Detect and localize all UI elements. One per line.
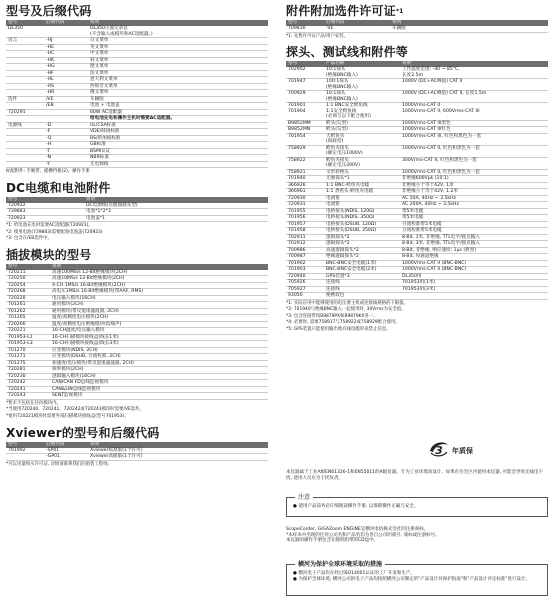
plugin-models-note: *暂未不包括在任何模块内。 (6, 400, 61, 406)
probes-cell-name: 绝缘逻辑探头*2 (324, 254, 400, 261)
plugin-models-cell-desc: CAN&LIN总线监视模块 (50, 386, 268, 393)
plugin-models-cell-model: 720241 (6, 386, 50, 393)
plugin-models-cell-model: 701953-L1 (6, 334, 50, 341)
models-suffix-row (6, 161, 268, 168)
xviewer-note: *可以见量购买许可证, 详情请联系我们的销售工程师。 (6, 461, 112, 467)
probes-cell-name: 连接线 (324, 286, 400, 293)
models-suffix-header-desc: 说明 (88, 20, 268, 26)
plugin-models-cell-desc: 16-CH温度/电压输入模块 (50, 328, 268, 335)
plugin-models-cell-desc: 电压输入模块(16CH) (50, 295, 268, 302)
models-suffix-cell-desc: UL/CSA标准 (88, 122, 268, 129)
probes-row (286, 133, 548, 145)
models-suffix-cell-model: DL350 (6, 26, 44, 38)
models-suffix-cell-suffix: -HJ (44, 38, 88, 45)
models-suffix-cell-desc: 60W AC适配器 (88, 109, 268, 116)
plugin-models-cell-model: 720230 (6, 373, 50, 380)
plugin-models-cell-desc: CAN/CAN FD总线监视模块 (50, 380, 268, 387)
probes-cell-desc: 300Vrms-CAT II, 红色和黑色为一套 (400, 157, 548, 169)
probes-cell-desc: 1000V (DC+AC峰值) CAT II (400, 79, 548, 91)
plugin-models-cell-model: 720242 (6, 380, 50, 387)
standards-paragraph: 本仪器属于工业A级EN61326-1和EN55011的A级仪器。专为工业环境而设计。如果在住宅区内使用本仪器, 可能会导致无线电干扰, 使用人员应为干扰负责。 (286, 470, 544, 481)
xviewer-cell-suffix: -SP01 (44, 448, 88, 454)
models-suffix-cell-suffix: -HF (44, 70, 88, 77)
probes-cell-name: 无源探头*1 (324, 176, 400, 183)
probes-note: *2: 701940与绝缘BNC输入一起使用时, 30Vrms为安全值。 (286, 307, 406, 313)
probes-cell-desc: AC 50A, 40Hz ~ 3.5kHz (400, 195, 548, 202)
probes-cell-desc: 701953用(3米) (400, 286, 548, 293)
license-title (286, 4, 548, 19)
plugin-models-cell-model: 720250 (6, 276, 50, 283)
probes-cell-desc: 1000Vrms-CAT II (BNC-BNC) (400, 260, 548, 267)
license-header-model: 型号 (286, 20, 324, 26)
plugin-models-cell-model: 720243 (6, 393, 50, 400)
probes-cell-name: BNC-BNC安全电缆(1米) (324, 260, 400, 267)
probes-cell-desc: 非绝缘小于等于42V, 1米 (400, 182, 548, 189)
plugin-models-cell-model: 720254 (6, 282, 50, 289)
probes-cell-name: 大鳄鱼夹 (海豚型) (324, 133, 400, 145)
probes-header-desc: 说明 (400, 61, 548, 67)
license-body (286, 26, 548, 32)
probes-row (286, 157, 548, 169)
probes-row (286, 91, 548, 103)
plugin-models-cell-model: 701261 (6, 302, 50, 309)
plugin-models-body (6, 270, 268, 400)
plugin-models-section (6, 248, 268, 420)
plugin-models-header-model: 型号 (6, 264, 50, 270)
xviewer-row (6, 454, 268, 461)
models-suffix-cell-model: 720291 (6, 109, 44, 116)
trademark-line-1: *本样本中出现的任何公司名和产品名均为各自公司的商号, 商标或注册标号。 (286, 532, 440, 538)
plugin-models-cell-desc: 温度/高精度电压绝缘模块(低噪声) (50, 321, 268, 328)
xviewer-header-desc: 说明 (88, 442, 268, 448)
probes-cell-model: 720930 (286, 195, 324, 202)
models-suffix-cell-suffix: -Q (44, 135, 88, 142)
models-suffix-cell-desc: GB标准 (88, 142, 268, 149)
probes-header-model: 型号 (286, 61, 324, 67)
probes-body (286, 67, 548, 299)
probes-note: *1: 实际应用中能够使用的电压要主机或连接线规格的下限值。 (286, 300, 409, 306)
license-header-desc: 说明 (390, 20, 548, 26)
models-suffix-cell-suffix: -Y (44, 161, 88, 168)
plugin-models-cell-desc: 通用模块(带反混淆滤波器, 2CH) (50, 308, 268, 315)
models-suffix-cell-suffix: -HR (44, 90, 88, 97)
models-suffix-cell-desc: DL350示波记录仪 (不含输入或模块和AC适配器。) (88, 26, 268, 38)
probes-cell-model: 701903 (286, 267, 324, 274)
dc-cables-cell-desc: DC电源线(点烟器插头型) (84, 203, 268, 209)
probes-cell-model: 758922 (286, 157, 324, 169)
dc-cables-body (6, 203, 268, 222)
probes-cell-desc: 8-Bit, 3米, 非绝缘, TTL电平/接点输入 (400, 241, 548, 248)
probes-cell-model: 701902 (286, 260, 324, 267)
models-suffix-cell-desc: NBR标准 (88, 155, 268, 162)
probes-cell-model: 701954 (286, 133, 324, 145)
plugin-models-cell-desc: 温度/高精度电压模块(2CH) (50, 315, 268, 322)
dc-cables-cell-model: 720923 (6, 215, 84, 222)
models-suffix-cell-suffix: -HG (44, 64, 88, 71)
plugin-models-cell-desc: 16-CH扫描模块接线盒(线长1米) (50, 334, 268, 341)
license-cell-model: 709830 (286, 26, 324, 32)
probes-cell-model: B9852MN (286, 127, 324, 134)
dc-cables-header-desc: 说明 (84, 197, 268, 203)
probes-cell-model: 701901 701904 (286, 103, 324, 121)
plugin-models-cell-model: 720266 (6, 321, 50, 328)
plugin-models-cell-desc: 高速100MS/s 12-Bit绝缘模块(2CH) (50, 270, 268, 276)
dc-cables-cell-model: 720922 (6, 203, 84, 209)
dc-cables-title: DC电缆和电池附件 (6, 180, 111, 195)
models-suffix-cell-desc: VDE/韩国标准 (88, 129, 268, 136)
xviewer-header-model: 型号 (6, 442, 44, 448)
plugin-models-note: *使用720221模块时需要外部扫描模块接线盒(型号701953)。 (6, 414, 129, 420)
trademark-line-0: ScopeCorder, GIGAZoom ENGINE是横河电机株式会社的注册商标。 (286, 527, 429, 532)
models-suffix-cell-model: 语言 (6, 38, 44, 45)
models-suffix-cell-desc: BSMI认证 (88, 148, 268, 155)
probes-cell-name: 电桥接头(NDIS, 120Ω) (324, 208, 400, 215)
probes-cell-name: BNC-BNC安全电缆(2米) (324, 267, 400, 274)
probes-cell-name: 逻辑探头*2 (324, 241, 400, 248)
probes-cell-name: 鳄鱼夹接头 (额定电压300V) (324, 157, 400, 169)
plugin-models-cell-model: 720211 (6, 270, 50, 276)
probes-row (286, 67, 548, 79)
xviewer-cell-desc: Xviewer高级版(1个许可) (88, 454, 268, 461)
license-title-text: 附件附加选件许可证 (286, 4, 396, 18)
plugin-models-cell-model: 720281 (6, 367, 50, 374)
probes-cell-name: 高速逻辑探头*2 (324, 247, 400, 254)
caution-box (286, 494, 548, 517)
probes-cell-model: 702902 (286, 67, 324, 79)
plugin-models-title: 插拔模块的型号 (6, 247, 92, 262)
probes-title: 探头、测试线和附件等 (286, 45, 409, 60)
probes-cell-model: 702912 (286, 241, 324, 248)
eco-line-0: ● 横河电子产品均在经过ISO14001认证的工厂开发和生产。 (293, 571, 415, 576)
probes-table (286, 61, 548, 300)
models-suffix-cell-desc: 法文菜单 (88, 70, 268, 77)
probes-cell-desc: 1000V (DC+AC峰值) CAT II, 长度1.5m (400, 91, 548, 103)
probes-cell-desc: 8-Bit, 非绝缘, 响应速度: 1μs (典型) (400, 247, 548, 254)
probes-cell-model: 705927 (286, 286, 324, 293)
probes-cell-desc: 701953用(1米) (400, 280, 548, 287)
probes-cell-model: 702911 (286, 234, 324, 241)
probes-cell-desc: 1000Vrms-CAT II (BNC-BNC) (400, 267, 548, 274)
trademarks (286, 527, 548, 544)
probes-row (286, 145, 548, 157)
dc-cables-row (6, 215, 268, 222)
models-suffix-cell-suffix (44, 26, 88, 38)
models-suffix-cell-desc: 给电池充电和操作主机时需要AC适配器。 (88, 116, 268, 123)
probes-cell-model: 700929 (286, 91, 324, 103)
probes-cell-name: 电桥接头(NDIS, 350Ω) (324, 215, 400, 222)
probes-note: *3: 包含连接带钩B9879PX和B9879KX各一。 (286, 313, 378, 319)
dc-cables-note: *1: 给电池充电时需要AC适配器(720921)。 (6, 223, 93, 229)
probes-cell-desc: 1000Vrms-CAT II 1000Vrms-CAT II, 600Vrms-CAT III (400, 103, 548, 121)
xviewer-table (6, 442, 268, 461)
models-suffix-cell-desc: 韩文菜单 (88, 57, 268, 64)
caution-text: ● 使用产品前务必仔细阅读操作手册, 以保障操作正确与安全。 (293, 504, 419, 509)
dc-cables-section (6, 181, 268, 242)
models-suffix-cell-suffix: -F (44, 129, 88, 136)
probes-cell-model: 720931 (286, 202, 324, 209)
probes-cell-desc: 带5米电缆 (400, 215, 548, 222)
probes-cell-model: 93050 (286, 293, 324, 300)
models-suffix-cell-desc: 车辆版 (88, 96, 268, 103)
xviewer-body (6, 448, 268, 461)
models-suffix-cell-desc: BS/新加坡标准 (88, 135, 268, 142)
xviewer-header-suffix: 后缀代码 (44, 442, 88, 448)
license-cell-suffix: -VE (324, 26, 390, 32)
models-suffix-cell-suffix: /VE (44, 96, 88, 103)
warranty-number: 3 (435, 444, 443, 457)
probes-row (286, 79, 548, 91)
models-suffix-row (6, 26, 268, 38)
plugin-models-cell-desc: 高电压1MS/s 16-Bit绝缘模块(带AAF, RMS) (50, 289, 268, 296)
dc-cables-note: *3: 包含在/EB选件中。 (6, 236, 52, 242)
probes-cell-model: 701956 (286, 215, 324, 222)
probes-cell-desc: 工作温度范围: -40 ~ 85°C, 长度2.5m (400, 67, 548, 79)
probes-cell-desc: 分流校准带5米电缆 (400, 228, 548, 235)
warranty-badge (428, 438, 518, 466)
dc-cables-notes (6, 223, 268, 242)
probes-notes (286, 301, 548, 333)
probes-cell-model: 705926 (286, 280, 324, 287)
probes-cell-name: 叉形转换头 (324, 169, 400, 176)
probes-cell-desc: 1000Vrms-CAT III红色 (400, 127, 548, 134)
probes-cell-name: 便携软包 (324, 293, 400, 300)
models-suffix-section (6, 4, 268, 175)
probes-cell-name: 1:1 BNC-鳄鱼夹电缆 (324, 182, 400, 189)
eco-title: 横河为保护全球环境采取的措施 (295, 561, 385, 568)
plugin-models-cell-model: 701270 (6, 347, 50, 354)
plugin-models-cell-desc: SENT监视模块 (50, 393, 268, 400)
left-column (6, 4, 268, 473)
plugin-models-cell-model: 701271 (6, 354, 50, 361)
xviewer-cell-model (6, 454, 44, 461)
dc-cables-table (6, 197, 268, 223)
probes-cell-model: 758921 (286, 169, 324, 176)
probes-cell-model: 701947 (286, 79, 324, 91)
xviewer-title: Xviewer的型号和后缀代码 (6, 425, 160, 440)
probes-cell-desc: 非绝缘小于等于42V, 1.2米 (400, 189, 548, 196)
models-suffix-title: 型号及后缀代码 (6, 4, 92, 18)
license-section (286, 4, 548, 39)
models-suffix-cell-desc: 电池 + 电池盖 (88, 103, 268, 110)
probes-cell-desc: 8-Bit, 每通道绝缘 (400, 254, 548, 261)
plugin-models-cell-desc: 频率模块(2CH) (50, 367, 268, 374)
probes-cell-model: 701940 (286, 176, 324, 183)
plugin-models-cell-desc: 应变模块(NDIS, 2CH) (50, 347, 268, 354)
plugin-models-header-desc: 说明 (50, 264, 268, 270)
xviewer-cell-desc: Xviewer标准版(1个许可) (88, 448, 268, 454)
models-suffix-cell-suffix: /EB (44, 103, 88, 110)
xviewer-cell-suffix: -GP01 (44, 454, 88, 461)
xviewer-cell-model: 701992 (6, 448, 44, 454)
models-suffix-cell-suffix: -HC (44, 51, 88, 58)
models-suffix-cell-suffix: -HL (44, 77, 88, 84)
models-suffix-cell-suffix: -D (44, 122, 88, 129)
probes-cell-name: 鳄头(勾型) (324, 127, 400, 134)
probes-section (286, 45, 548, 332)
right-column (286, 4, 548, 339)
plugin-models-cell-desc: 逻辑输入模块(16CH) (50, 373, 268, 380)
license-row (286, 26, 548, 32)
plugin-models-cell-desc: 高速10MS/s 12-Bit绝缘模块(2CH) (50, 276, 268, 283)
probes-cell-desc: DL350用 (400, 273, 548, 280)
probes-cell-name: 连接线 (324, 280, 400, 287)
probes-cell-model: 700987 (286, 254, 324, 261)
probes-cell-desc: 1000Vrms-CAT III, 红色和黑色为一套 (400, 133, 548, 145)
models-suffix-cell-desc: 西班牙文菜单 (88, 83, 268, 90)
models-suffix-cell-desc: 俄文菜单 (88, 90, 268, 97)
plugin-models-cell-model: 720220 (6, 295, 50, 302)
probes-cell-name: 电流钳 (324, 202, 400, 209)
warranty-label: 年质保 (452, 447, 473, 455)
probes-header-name: 产品名称 (324, 61, 400, 67)
probes-cell-name: 电桥接头(DSUB, 350Ω) (324, 228, 400, 235)
probes-cell-desc: AC 200A, 40Hz ~ 3.5kHz (400, 202, 548, 209)
warranty-swoosh-icon (428, 438, 450, 460)
models-suffix-cell-suffix: -HK (44, 57, 88, 64)
probes-cell-model: 700986 (286, 247, 324, 254)
plugin-models-note: *当使用720240、720241、720242或720243模块时需要/VE选件。 (6, 407, 144, 413)
probes-cell-desc: 带5米电缆 (400, 208, 548, 215)
probes-cell-model: 720940 (286, 273, 324, 280)
caution-title: 注意 (295, 494, 313, 501)
models-suffix-note: 标配附件: 手腕带、插槽挡板(2)、操作手册 (6, 169, 90, 174)
plugin-models-notes (6, 401, 268, 420)
probes-cell-model: 758929 (286, 145, 324, 157)
plugin-models-cell-model: 720268 (6, 289, 50, 296)
probes-cell-name: 逻辑探头*2 (324, 234, 400, 241)
probes-cell-model: 701958 (286, 228, 324, 235)
xviewer-section (6, 426, 268, 468)
license-cell-desc: 车辆版 (390, 26, 548, 32)
plugin-models-cell-model: 701953-L3 (6, 341, 50, 348)
eco-lines (293, 571, 541, 583)
dc-cables-note: *2: 使用电池(739883)需要配备电池盖(720923) (6, 229, 103, 235)
probes-cell-model: 701955 (286, 208, 324, 215)
plugin-models-cell-desc: 加速度/电压模块(带反混淆滤波器, 2CH) (50, 360, 268, 367)
probes-note: *5: GPS装置只能使用输出地有线电缆串来禁止信息。 (286, 326, 391, 332)
probes-cell-name: 1:1 BNC安全鳄鱼线 1:1安全鳄鱼线 (必须与以下配合使用) (324, 103, 400, 121)
models-suffix-cell-desc: 英文菜单 (88, 44, 268, 51)
probes-row (286, 103, 548, 121)
probes-cell-desc (400, 293, 548, 300)
probes-row (286, 293, 548, 300)
models-suffix-cell-model: 电源线 (6, 122, 44, 129)
plugin-models-cell-desc: 4-CH 1MS/s 16-Bit绝缘模块(2CH) (50, 282, 268, 289)
probes-note: *4: 必要时, 需要758917与758922或758929配合使用。 (286, 320, 400, 326)
probes-cell-desc: 1000Vrms-CAT III黑色 (400, 120, 548, 127)
models-suffix-cell-desc: 日文菜单 (88, 38, 268, 45)
license-header-suffix: 后缀代码 (324, 20, 390, 26)
eco-box (286, 561, 548, 596)
probes-cell-desc: 1000Vrms-CAT II, 红色和黑色为一套 (400, 145, 548, 157)
models-suffix-cell-suffix: -H (44, 142, 88, 149)
trademark-line-2: 本仪器的操作手册包含在随机附带的CD盘中。 (286, 538, 379, 544)
plugin-models-cell-desc: 16-CH扫描模块接线盒(线长3米) (50, 341, 268, 348)
models-suffix-cell-model (6, 161, 44, 168)
probes-cell-name: 10:1探头 (绝缘BNC输入) (324, 91, 400, 103)
probes-cell-model: 701957 (286, 221, 324, 228)
models-suffix-cell-desc: 德文菜单 (88, 64, 268, 71)
probes-cell-desc: 分流校准带5米电缆 (400, 221, 548, 228)
plugin-models-cell-model: 720221 (6, 328, 50, 335)
models-suffix-body (6, 26, 268, 168)
probes-cell-name: 100:1探头 (绝缘BNC输入) (324, 79, 400, 91)
plugin-models-table (6, 264, 268, 400)
license-note: *1: 先售许可证产品/用户安装。 (286, 33, 349, 39)
dc-cables-cell-model: 739883 (6, 209, 84, 216)
probes-cell-name: GPS装置*3 (324, 273, 400, 280)
probes-cell-name: 10:1探头 (绝缘BNC输入) (324, 67, 400, 79)
dc-cables-cell-desc: 电池*1*2*3 (84, 209, 268, 216)
probes-cell-model: 366961 (286, 189, 324, 196)
models-suffix-cell-suffix: -HE (44, 44, 88, 51)
probes-cell-name: 电桥接头(DSUB, 120Ω) (324, 221, 400, 228)
plugin-models-cell-model: 701262 (6, 308, 50, 315)
eco-line-1: ● 为保护全球环境, 横河公司的电子产品均按照横河公司制定的"产品设计环保护指南"和"产品设计评定标准"进行设计。 (293, 576, 530, 582)
models-suffix-cell-desc: 中文菜单 (88, 51, 268, 58)
plugin-models-cell-model: 701265 (6, 315, 50, 322)
license-title-sup: *1 (395, 8, 404, 15)
probes-cell-name: 鳄头(勾型) (324, 120, 400, 127)
models-suffix-cell-suffix: -HS (44, 83, 88, 90)
probes-cell-name: 1:1 香蕉头-鳄鱼夹电缆 (324, 189, 400, 196)
models-suffix-cell-model: 选件 (6, 96, 44, 103)
probes-cell-model: B9852MM (286, 120, 324, 127)
probes-cell-name: 电流钳 (324, 195, 400, 202)
probes-cell-desc: 1000Vrms-CAT II, 红色和黑色为一套 (400, 169, 548, 176)
dc-cables-header-model: 型号 (6, 197, 84, 203)
models-suffix-header-suffix: 后缀代码 (44, 20, 88, 26)
plugin-models-cell-desc: 应变模块(DSUB, 分流校准, 2CH) (50, 354, 268, 361)
probes-cell-desc: 8-Bit, 1米, 非绝缘, TTL电平/接点输入 (400, 234, 548, 241)
probes-cell-desc: 非绝缘600Vpk (10:1) (400, 176, 548, 183)
models-suffix-cell-suffix: -T (44, 148, 88, 155)
models-suffix-table (6, 20, 268, 168)
models-suffix-cell-suffix: -N (44, 155, 88, 162)
models-suffix-header-model: 型号 (6, 20, 44, 26)
plugin-models-cell-model: 701275 (6, 360, 50, 367)
dc-cables-cell-desc: 电池盖*1 (84, 215, 268, 222)
models-suffix-cell-desc: 意大利文菜单 (88, 77, 268, 84)
probes-cell-name: 鳄鱼夹接头 (额定电压1000V) (324, 145, 400, 157)
license-table (286, 20, 548, 33)
models-suffix-cell-desc: 无电源线 (88, 161, 268, 168)
plugin-models-row (6, 393, 268, 400)
plugin-models-cell-desc: 通用模块(2CH) (50, 302, 268, 309)
probes-cell-model: 366926 (286, 182, 324, 189)
